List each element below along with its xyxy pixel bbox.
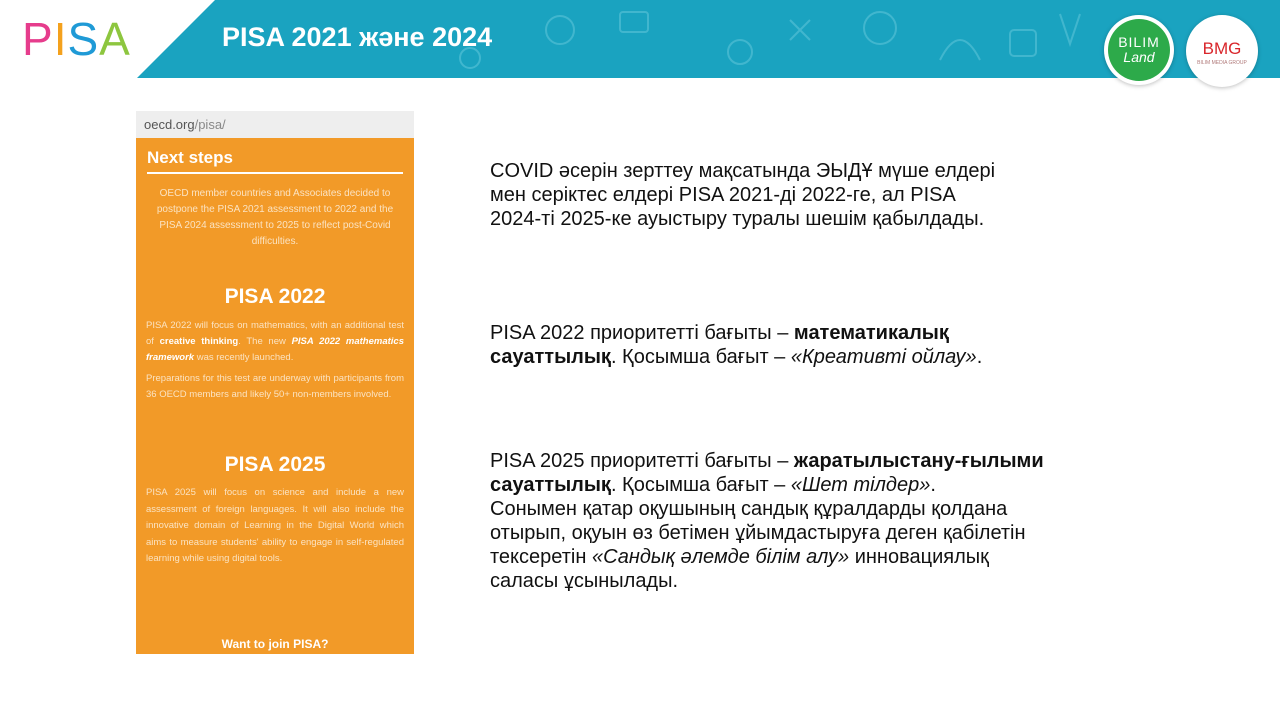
p2-italic-creative: «Креативті ойлау» xyxy=(790,346,977,368)
pisa-2022-text-e: was recently launched. xyxy=(194,352,294,363)
header xyxy=(0,0,1280,78)
p2-text-a: PISA 2022 приоритетті бағыты – xyxy=(490,322,794,344)
p2-bold-literacy: сауаттылық xyxy=(490,346,611,368)
p2-text-f: . xyxy=(976,346,983,368)
next-steps-heading: Next steps xyxy=(147,148,233,167)
p2-text-d: . Қосымша бағыт – xyxy=(610,346,791,368)
p3-text-d: . Қосымша бағыт – xyxy=(610,474,791,496)
p3-text-i: тексеретін xyxy=(490,546,592,568)
p3-italic-languages: «Шет тілдер» xyxy=(790,474,931,496)
paragraph-pisa-2025-line4: отырып, оқуын өз бетімен ұйымдастыруға деген қабілетін xyxy=(490,522,1026,544)
url-path: /pisa/ xyxy=(194,117,226,132)
pisa-2022-heading: PISA 2022 xyxy=(224,285,326,308)
paragraph-pisa-2025 xyxy=(490,449,1180,593)
bilimland-logo xyxy=(1104,15,1174,85)
pisa-2022-preparations: Preparations for this test are underway with participants from 36 OECD members and likely 50+ non-members involved. xyxy=(146,373,404,400)
creative-thinking-text: creative thinking xyxy=(159,336,239,347)
paragraph-pisa-2025-line5 xyxy=(490,545,1180,569)
p3-text-f: . xyxy=(930,474,936,496)
p3-bold-literacy: сауаттылық xyxy=(490,474,611,496)
pisa-2022-text-a: PISA 2022 will focus on mathematics, with an additional test of xyxy=(146,320,404,347)
join-pisa-link[interactable]: Want to join PISA? xyxy=(221,637,329,651)
paragraph-pisa-2022-line1 xyxy=(490,321,1140,345)
pisa-2025-paragraph: PISA 2025 will focus on science and include a new assessment of foreign languages. It will also include the innovative domain of Learning in the Digital World which aims to measure students' ability to engage in self-regulated learning while using digital tools. xyxy=(146,487,404,564)
paragraph-pisa-2022 xyxy=(490,321,1140,369)
next-steps-text: OECD member countries and Associates decided to postpone the PISA 2021 assessment to 2022 and the PISA 2024 assessment to 2025 to reflect post-Covid difficulties. xyxy=(156,188,394,247)
paragraph-covid xyxy=(490,159,1140,231)
pisa-2025-heading: PISA 2025 xyxy=(224,453,326,476)
header-band xyxy=(0,0,1280,78)
paragraph-covid-line1: COVID әсерін зерттеу мақсатында ЭЫДҰ мүше елдері xyxy=(490,160,996,182)
paragraph-pisa-2025-line1 xyxy=(490,449,1180,473)
pisa-logo: PISA xyxy=(22,13,131,65)
bilimland-logo-line2: Land xyxy=(1123,49,1155,65)
math-framework-link[interactable]: PISA 2022 mathematics framework xyxy=(146,336,404,363)
url-bar xyxy=(136,111,414,138)
p3-text-k: инновациялық xyxy=(849,546,989,568)
p3-text-a: PISA 2025 приоритетті бағыты – xyxy=(490,450,794,472)
paragraph-pisa-2025-line3: Сонымен қатар оқушының сандық құралдарды қолдана xyxy=(490,498,1008,520)
p3-bold-science: жаратылыстану-ғылыми xyxy=(793,450,1044,472)
pisa-2022-paragraph xyxy=(146,318,404,366)
p3-italic-digital: «Сандық әлемде білім алу» xyxy=(591,546,850,568)
paragraph-pisa-2022-line2 xyxy=(490,345,1140,369)
next-steps-divider xyxy=(147,172,403,174)
paragraph-pisa-2025-line6: саласы ұсынылады. xyxy=(490,570,679,592)
bmg-logo xyxy=(1186,15,1258,87)
paragraph-covid-line3: 2024-ті 2025-ке ауыстыру туралы шешім қабылдады. xyxy=(490,208,985,230)
bmg-logo-subtext: BILIM MEDIA GROUP xyxy=(1197,60,1247,66)
url-host: oecd.org xyxy=(144,117,195,132)
oecd-page-screenshot xyxy=(136,111,414,654)
bilimland-logo-line1: BILIM xyxy=(1118,34,1160,50)
paragraph-covid-line2: мен серіктес елдері PISA 2021-ді 2022-ге, ал PISA xyxy=(490,184,956,206)
p2-bold-math: математикалық xyxy=(793,322,949,344)
bmg-logo-text: BMG xyxy=(1202,39,1242,58)
pisa-2022-text-c: . The new xyxy=(238,336,292,347)
paragraph-pisa-2025-line2 xyxy=(490,473,1180,497)
page-title: PISA 2021 және 2024 xyxy=(222,22,493,52)
